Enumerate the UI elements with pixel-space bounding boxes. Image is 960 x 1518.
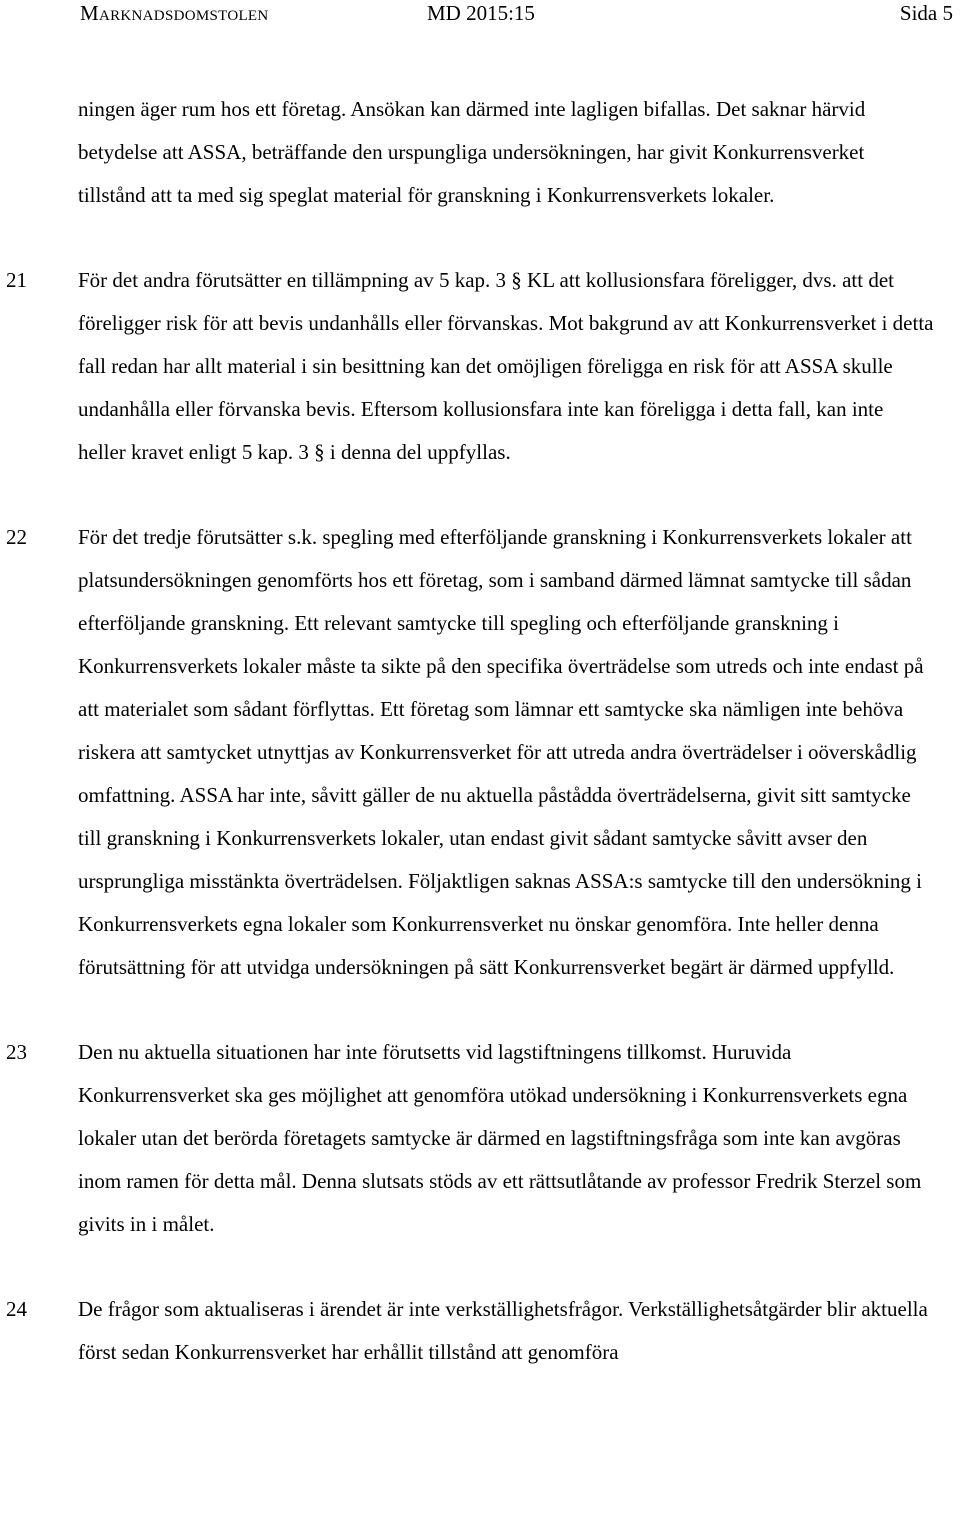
case-number: MD 2015:15: [427, 1, 535, 25]
paragraph-text: ningen äger rum hos ett företag. Ansökan kan därmed inte lagligen bifallas. Det saknar härvid betydelse att ASSA, beträffande den urspungliga undersökningen, har givit Konkurrensverket tillstånd att ta med sig speglat material för granskning i Konkurrensverkets lokaler.: [78, 97, 866, 207]
court-name: Marknadsdomstolen: [80, 1, 269, 25]
page-header: [0, 0, 960, 28]
paragraph-text: Den nu aktuella situationen har inte förutsetts vid lagstiftningens tillkomst. Huruvida Konkurrensverket ska ges möjlighet att genomföra utökad undersökning i Konkurrensverkets egna lokaler utan det berörda företagets samtycke är därmed en lagstiftningsfråga som inte kan avgöras inom ramen för detta mål. Denna slutsats stöds av ett rättsutlåtande av professor Fredrik Sterzel som givits in i målet.: [78, 1040, 922, 1236]
paragraph-text: För det tredje förutsätter s.k. spegling med efterföljande granskning i Konkurrensverkets lokaler att platsundersökningen genomförts hos ett företag, som i samband därmed lämnat samtycke till sådan efterföljande granskning. Ett relevant samtycke till spegling och efterföljande granskning i Konkurrensverkets lokaler måste ta sikte på den specifika överträdelse som utreds och inte endast på att materialet som sådant förflyttas. Ett företag som lämnar ett samtycke ska nämligen inte behöva riskera att samtycket utnyttjas av Konkurrensverket för att utreda andra överträdelser i oöverskådlig omfattning. ASSA har inte, såvitt gäller de nu aktuella påstådda överträdelserna, givit sitt samtycke till granskning i Konkurrensverkets lokaler, utan endast givit sådant samtycke såvitt avser den ursprungliga misstänkta överträdelsen. Följaktligen saknas ASSA:s samtycke till den undersökning i Konkurrensverkets egna lokaler som Konkurrensverket nu önskar genomföra. Inte heller denna förutsättning för att utvidga undersökningen på sätt Konkurrensverket begärt är därmed uppfylld.: [78, 525, 924, 979]
paragraph-text: De frågor som aktualiseras i ärendet är inte verkställighetsfrågor. Verkställighetsåtgärder blir aktuella först sedan Konkurrensverket har erhållit tillstånd att genomföra: [78, 1297, 928, 1364]
paragraph-21: [0, 259, 960, 474]
paragraph-text: För det andra förutsätter en tillämpning av 5 kap. 3 § KL att kollusionsfara föreligger, dvs. att det föreligger risk för att bevis undanhålls eller förvanskas. Mot bakgrund av att Konkurrensverket i detta fall redan har allt material i sin besittning kan det omöjligen föreligga en risk för att ASSA skulle undanhålla eller förvanska bevis. Eftersom kollusionsfara inte kan föreligga i detta fall, kan inte heller kravet enligt 5 kap. 3 § i denna del uppfyllas.: [78, 268, 934, 464]
document-body: [0, 88, 960, 1374]
paragraph-24: [0, 1288, 960, 1374]
paragraph-23: [0, 1031, 960, 1246]
page-number: Sida 5: [899, 1, 953, 25]
paragraph-22: [0, 516, 960, 989]
paragraph-number: 24: [6, 1297, 27, 1321]
paragraph-number: 21: [6, 268, 27, 292]
paragraph-number: 23: [6, 1040, 27, 1064]
intro-paragraph: [0, 88, 960, 217]
paragraph-number: 22: [6, 525, 27, 549]
